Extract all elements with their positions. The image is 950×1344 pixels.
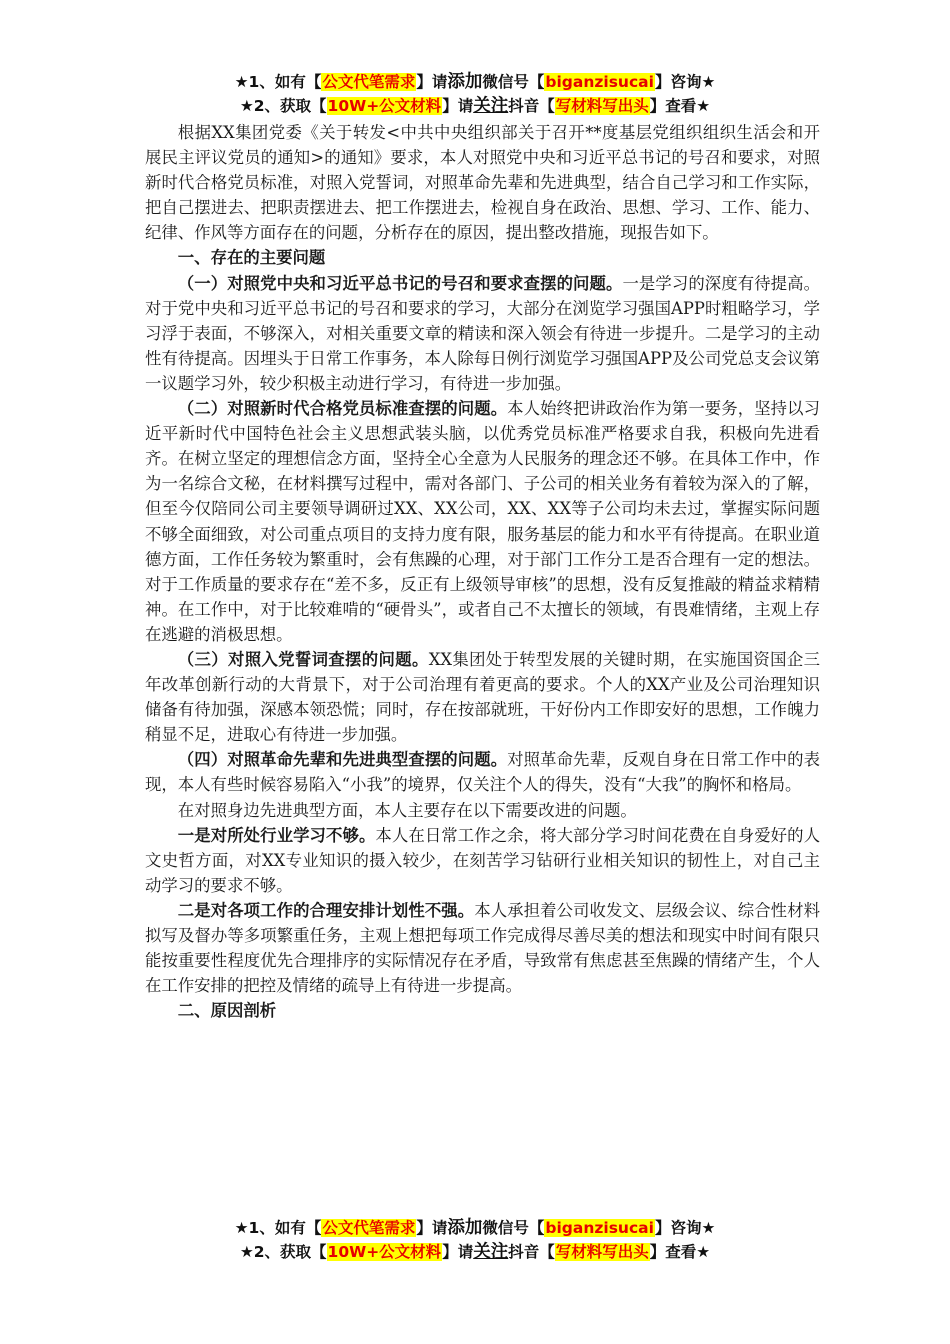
promo-highlight: 10W+公文材料 bbox=[327, 1243, 442, 1261]
promo-banner-bottom bbox=[0, 1216, 950, 1264]
promo-text: 】请 bbox=[442, 97, 474, 115]
promo-highlight: 10W+公文材料 bbox=[327, 97, 442, 115]
paragraph-lead: （二）对照新时代合格党员标准查摆的问题。 bbox=[177, 399, 508, 419]
promo-line-2 bbox=[0, 94, 950, 118]
section-heading bbox=[145, 245, 820, 270]
promo-line-2 bbox=[0, 1240, 950, 1264]
promo-text: 】查看★ bbox=[649, 97, 711, 115]
paragraph bbox=[145, 396, 820, 647]
promo-line-1 bbox=[0, 70, 950, 94]
paragraph-lead: （四）对照革命先辈和先进典型查摆的问题。 bbox=[177, 750, 508, 770]
promo-text: 】咨询★ bbox=[654, 73, 716, 91]
paragraph bbox=[145, 823, 820, 898]
promo-text: 抖音【 bbox=[508, 97, 555, 115]
promo-highlight: 写材料写出头 bbox=[555, 97, 649, 115]
paragraph bbox=[145, 898, 820, 998]
promo-emphasis: 关注 bbox=[473, 1242, 509, 1262]
promo-highlight: 公文代笔需求 bbox=[322, 1219, 416, 1237]
paragraph-body: XX集团处于转型发展的关键时期，在实施国资国企三年改革创新行动的大背景下，对于公司治理有着更高的要求。个人的XX产业及公司治理知识储备有待加强，深感本领恐慌；同时，存在按部就班，干好份内工作即安好的思想，工作魄力稍显不足，进取心有待进一步加强。 bbox=[145, 649, 820, 745]
promo-text: ★2、获取【 bbox=[239, 97, 327, 115]
paragraph-body: 对照革命先辈，反观自身在日常工作中的表现，本人有些时候容易陷入“小我”的境界，仅关注个人的得失，没有“大我”的胸怀和格局。 bbox=[145, 750, 820, 795]
section-heading-text: 二、原因剖析 bbox=[177, 1001, 277, 1021]
promo-emphasis: 添加 bbox=[447, 1218, 483, 1238]
paragraph-lead: （一）对照党中央和习近平总书记的号召和要求查摆的问题。 bbox=[177, 273, 623, 293]
promo-text: 】查看★ bbox=[649, 1243, 711, 1261]
promo-highlight: 写材料写出头 bbox=[555, 1243, 649, 1261]
section-heading bbox=[145, 998, 820, 1023]
promo-text: 】请 bbox=[442, 1243, 474, 1261]
paragraph bbox=[145, 647, 820, 747]
paragraph-lead: 二是对各项工作的合理安排计划性不强。 bbox=[177, 900, 475, 920]
paragraph-body: 本人在日常工作之余，将大部分学习时间花费在自身爱好的人文史哲方面，对XX专业知识的摄入较少，在刻苦学习钻研行业相关知识的韧性上，对自己主动学习的要求不够。 bbox=[145, 825, 820, 895]
promo-line-1 bbox=[0, 1216, 950, 1240]
promo-text: ★2、获取【 bbox=[239, 1243, 327, 1261]
promo-emphasis: 关注 bbox=[473, 96, 509, 116]
promo-banner-top bbox=[0, 70, 950, 118]
intro-paragraph: 根据XX集团党委《关于转发<中共中央组织部关于召开**度基层党组织组织生活会和开展民主评议党员的通知>的通知》要求，本人对照党中央和习近平总书记的号召和要求，对照新时代合格党员标准，对照入党誓词，对照革命先辈和先进典型，结合自己学习和工作实际，把自己摆进去、把职责摆进去、把工作摆进去，检视自身在政治、思想、学习、工作、能力、纪律、作风等方面存在的问题，分析存在的原因，提出整改措施，现报告如下。 bbox=[145, 123, 820, 243]
promo-text: 】请 bbox=[416, 73, 448, 91]
paragraph bbox=[145, 271, 820, 396]
promo-text: 】请 bbox=[416, 1219, 448, 1237]
paragraph-body: 一是学习的深度有待提高。对于党中央和习近平总书记的号召和要求的学习，大部分在浏览学习强国APP时粗略学习，学习浮于表面，不够深入，对相关重要文章的精读和深入领会有待进一步提升。二是学习的主动性有待提高。因埋头于日常工作事务，本人除每日例行浏览学习强国APP及公司党总支会议第一议题学习外，较少积极主动进行学习，有待进一步加强。 bbox=[145, 273, 820, 393]
promo-text: ★1、如有【 bbox=[234, 73, 322, 91]
promo-text: ★1、如有【 bbox=[234, 1219, 322, 1237]
promo-text: 微信号【 bbox=[482, 1219, 545, 1237]
paragraph-body: 本人始终把讲政治作为第一要务，坚持以习近平新时代中国特色社会主义思想武装头脑，以优秀党员标准严格要求自我，积极向先进看齐。在树立坚定的理想信念方面，坚持全心全意为人民服务的理念还不够。在具体工作中，作为一名综合文秘，在材料撰写过程中，需对各部门、子公司的相关业务有着较为深入的了解，但至今仅陪同公司主要领导调研过XX、XX公司，XX、XX等子公司均未去过，掌握实际问题不够全面细致，对公司重点项目的支持力度有限，服务基层的能力和水平有待提高。在职业道德方面，工作任务较为繁重时，会有焦躁的心理，对于部门工作分工是否合理有一定的想法。对于工作质量的要求存在“差不多，反正有上级领导审核”的思想，没有反复推敲的精益求精精神。在工作中，对于比较难啃的“硬骨头”，或者自己不太擅长的领域，有畏难情绪，主观上存在逃避的消极思想。 bbox=[145, 399, 820, 644]
paragraph-lead: （三）对照入党誓词查摆的问题。 bbox=[177, 649, 429, 669]
promo-text: 】咨询★ bbox=[654, 1219, 716, 1237]
paragraph bbox=[145, 747, 820, 797]
promo-highlight: 公文代笔需求 bbox=[322, 73, 416, 91]
promo-text: 抖音【 bbox=[508, 1243, 555, 1261]
document-body bbox=[145, 120, 820, 1023]
paragraph-body: 本人承担着公司收发文、层级会议、综合性材料拟写及督办等多项繁重任务，主观上想把每项工作完成得尽善尽美的想法和现实中时间有限只能按重要性程度优先合理排序的实际情况存在矛盾，导致常有焦虑甚至焦躁的情绪产生，个人在工作安排的把控及情绪的疏导上有待进一步提高。 bbox=[145, 900, 820, 996]
promo-emphasis: 添加 bbox=[447, 72, 483, 92]
paragraph: 在对照身边先进典型方面，本人主要存在以下需要改进的问题。 bbox=[177, 800, 637, 820]
promo-text: 微信号【 bbox=[482, 73, 545, 91]
section-heading-text: 一、存在的主要问题 bbox=[177, 248, 326, 268]
promo-highlight: biganzisucai bbox=[545, 1219, 654, 1237]
promo-highlight: biganzisucai bbox=[545, 73, 654, 91]
paragraph-lead: 一是对所处行业学习不够。 bbox=[177, 825, 376, 845]
